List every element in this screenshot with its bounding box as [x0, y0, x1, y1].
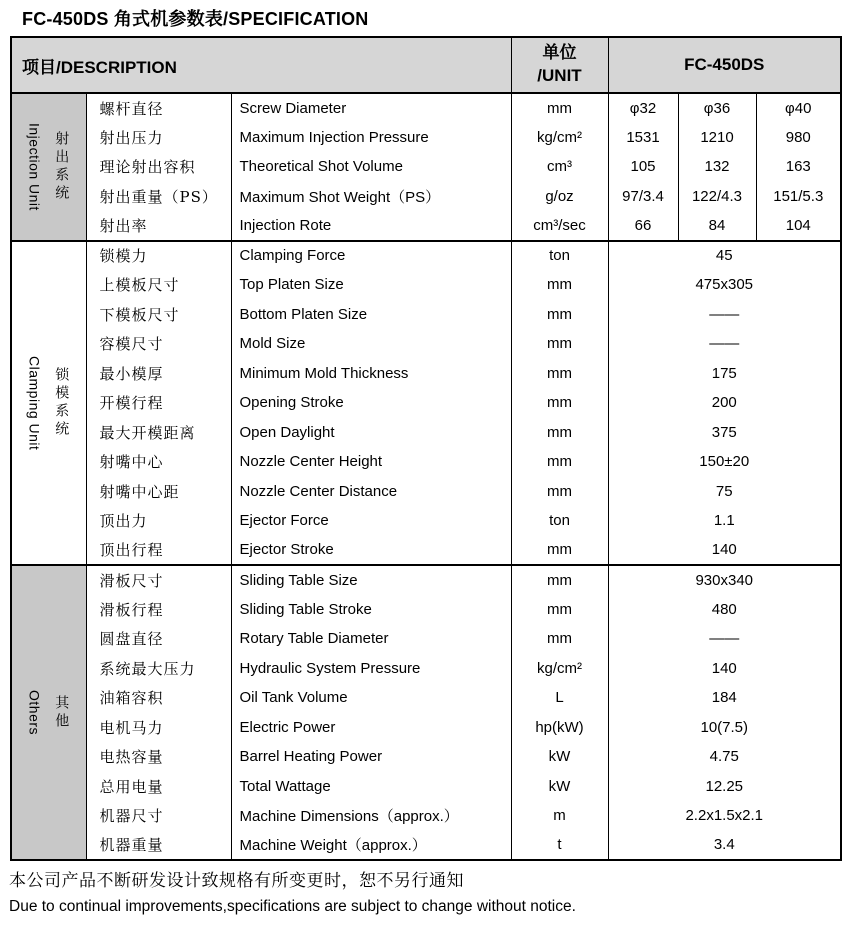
spec-name-zh: 螺杆直径 [86, 93, 231, 123]
spec-name-zh: 射嘴中心 [86, 447, 231, 477]
spec-unit: kW [511, 772, 608, 802]
spec-name-zh: 机器重量 [86, 831, 231, 861]
header-model: FC-450DS [608, 37, 841, 93]
spec-value: 1.1 [608, 506, 841, 536]
spec-unit: kg/cm² [511, 654, 608, 684]
spec-unit: t [511, 831, 608, 861]
table-row [11, 182, 841, 212]
table-row [11, 536, 841, 566]
header-unit-zh: 单位 [542, 43, 577, 63]
specification-table [10, 36, 842, 861]
spec-unit: mm [511, 388, 608, 418]
spec-name-en: Screw Diameter [231, 93, 511, 123]
spec-name-en: Bottom Platen Size [231, 300, 511, 330]
spec-unit: mm [511, 595, 608, 625]
spec-unit: hp(kW) [511, 713, 608, 743]
spec-value: 980 [756, 123, 841, 153]
spec-name-en: Open Daylight [231, 418, 511, 448]
spec-name-zh: 油箱容积 [86, 683, 231, 713]
table-row [11, 359, 841, 389]
spec-unit: mm [511, 536, 608, 566]
spec-unit: mm [511, 93, 608, 123]
footer-note-en: Due to continual improvements,specifications are subject to change without notice. [9, 898, 576, 915]
spec-name-en: Machine Dimensions（approx.） [231, 801, 511, 831]
table-row [11, 772, 841, 802]
table-header [11, 37, 841, 93]
spec-name-en: Top Platen Size [231, 270, 511, 300]
spec-value: 84 [678, 211, 756, 241]
section-label-en: Clamping Unit [26, 355, 43, 450]
spec-value: φ32 [608, 93, 678, 123]
spec-value: 4.75 [608, 742, 841, 772]
spec-name-en: Machine Weight（approx.） [231, 831, 511, 861]
table-row [11, 595, 841, 625]
table-row [11, 93, 841, 123]
spec-name-en: Oil Tank Volume [231, 683, 511, 713]
spec-value: 132 [678, 152, 756, 182]
spec-name-en: Total Wattage [231, 772, 511, 802]
spec-unit: kW [511, 742, 608, 772]
header-description: 项目/DESCRIPTION [11, 37, 511, 93]
spec-value: φ40 [756, 93, 841, 123]
spec-name-en: Ejector Stroke [231, 536, 511, 566]
spec-value: 163 [756, 152, 841, 182]
spec-value: 175 [608, 359, 841, 389]
spec-value: 105 [608, 152, 678, 182]
spec-value: 66 [608, 211, 678, 241]
spec-name-zh: 电机马力 [86, 713, 231, 743]
spec-name-zh: 顶出行程 [86, 536, 231, 566]
section-label-zh: 射出系统 [53, 130, 70, 203]
spec-name-zh: 锁模力 [86, 241, 231, 271]
spec-name-zh: 最大开模距离 [86, 418, 231, 448]
spec-name-en: Sliding Table Size [231, 565, 511, 595]
spec-value: 10(7.5) [608, 713, 841, 743]
spec-value: 930x340 [608, 565, 841, 595]
table-row [11, 211, 841, 241]
spec-unit: L [511, 683, 608, 713]
spec-name-en: Mold Size [231, 329, 511, 359]
spec-name-en: Electric Power [231, 713, 511, 743]
spec-name-zh: 总用电量 [86, 772, 231, 802]
spec-value: 151/5.3 [756, 182, 841, 212]
spec-name-en: Opening Stroke [231, 388, 511, 418]
spec-value: 45 [608, 241, 841, 271]
section-label-injection-unit [11, 93, 86, 241]
spec-unit: mm [511, 270, 608, 300]
spec-name-zh: 射出重量（PS） [86, 182, 231, 212]
spec-unit: cm³/sec [511, 211, 608, 241]
footer-note-zh: 本公司产品不断研发设计致规格有所变更时，恕不另行通知 [9, 871, 464, 891]
spec-value: 375 [608, 418, 841, 448]
spec-value: 140 [608, 536, 841, 566]
page-title: FC-450DS 角式机参数表/SPECIFICATION [22, 9, 369, 29]
table-row [11, 388, 841, 418]
spec-name-en: Clamping Force [231, 241, 511, 271]
spec-value: 12.25 [608, 772, 841, 802]
spec-name-en: Minimum Mold Thickness [231, 359, 511, 389]
spec-name-zh: 顶出力 [86, 506, 231, 536]
table-row [11, 270, 841, 300]
spec-value: φ36 [678, 93, 756, 123]
spec-unit: ton [511, 506, 608, 536]
header-unit-en: /UNIT [537, 66, 582, 85]
spec-unit: mm [511, 329, 608, 359]
spec-value: 104 [756, 211, 841, 241]
table-row [11, 506, 841, 536]
spec-name-en: Theoretical Shot Volume [231, 152, 511, 182]
table-header-row [11, 37, 841, 93]
table-row [11, 418, 841, 448]
spec-name-zh: 射出率 [86, 211, 231, 241]
spec-value: —— [608, 329, 841, 359]
spec-name-en: Sliding Table Stroke [231, 595, 511, 625]
spec-unit: mm [511, 624, 608, 654]
spec-name-zh: 系统最大压力 [86, 654, 231, 684]
spec-unit: m [511, 801, 608, 831]
spec-name-zh: 滑板行程 [86, 595, 231, 625]
spec-value: 122/4.3 [678, 182, 756, 212]
spec-unit: mm [511, 418, 608, 448]
section-clamping-unit [11, 241, 841, 566]
table-row [11, 300, 841, 330]
spec-name-zh: 射出压力 [86, 123, 231, 153]
spec-value: 97/3.4 [608, 182, 678, 212]
section-others [11, 565, 841, 860]
table-row [11, 742, 841, 772]
table-row [11, 565, 841, 595]
spec-unit: mm [511, 359, 608, 389]
spec-name-zh: 下模板尺寸 [86, 300, 231, 330]
section-label-others [11, 565, 86, 860]
spec-name-zh: 上模板尺寸 [86, 270, 231, 300]
spec-name-en: Ejector Force [231, 506, 511, 536]
spec-unit: mm [511, 477, 608, 507]
spec-name-zh: 圆盘直径 [86, 624, 231, 654]
table-row [11, 624, 841, 654]
spec-name-en: Hydraulic System Pressure [231, 654, 511, 684]
spec-value: 2.2x1.5x2.1 [608, 801, 841, 831]
spec-value: 3.4 [608, 831, 841, 861]
spec-name-en: Injection Rote [231, 211, 511, 241]
spec-name-zh: 理论射出容积 [86, 152, 231, 182]
section-label-clamping-unit [11, 241, 86, 566]
header-unit [511, 37, 608, 93]
spec-value: 184 [608, 683, 841, 713]
spec-unit: kg/cm² [511, 123, 608, 153]
section-label-zh: 锁模系统 [53, 366, 70, 439]
spec-unit: ton [511, 241, 608, 271]
spec-name-zh: 电热容量 [86, 742, 231, 772]
spec-unit: cm³ [511, 152, 608, 182]
spec-name-zh: 容模尺寸 [86, 329, 231, 359]
spec-value: —— [608, 624, 841, 654]
table-row [11, 683, 841, 713]
section-label-zh: 其他 [53, 694, 70, 731]
spec-unit: mm [511, 565, 608, 595]
spec-value: 480 [608, 595, 841, 625]
spec-value: 1531 [608, 123, 678, 153]
spec-name-zh: 开模行程 [86, 388, 231, 418]
spec-value: —— [608, 300, 841, 330]
table-row [11, 152, 841, 182]
spec-unit: mm [511, 447, 608, 477]
section-injection-unit [11, 93, 841, 241]
section-label-en: Injection Unit [26, 122, 43, 211]
table-row [11, 801, 841, 831]
table-row [11, 831, 841, 861]
spec-value: 150±20 [608, 447, 841, 477]
spec-value: 475x305 [608, 270, 841, 300]
spec-name-en: Nozzle Center Distance [231, 477, 511, 507]
spec-name-en: Maximum Injection Pressure [231, 123, 511, 153]
spec-value: 140 [608, 654, 841, 684]
table-row [11, 329, 841, 359]
spec-name-en: Maximum Shot Weight（PS） [231, 182, 511, 212]
spec-value: 200 [608, 388, 841, 418]
spec-name-en: Nozzle Center Height [231, 447, 511, 477]
table-row [11, 477, 841, 507]
table-row [11, 447, 841, 477]
table-row [11, 713, 841, 743]
spec-name-en: Barrel Heating Power [231, 742, 511, 772]
spec-value: 1210 [678, 123, 756, 153]
table-row [11, 123, 841, 153]
spec-name-zh: 滑板尺寸 [86, 565, 231, 595]
spec-name-en: Rotary Table Diameter [231, 624, 511, 654]
spec-name-zh: 机器尺寸 [86, 801, 231, 831]
spec-name-zh: 射嘴中心距 [86, 477, 231, 507]
spec-unit: g/oz [511, 182, 608, 212]
spec-unit: mm [511, 300, 608, 330]
table-row [11, 654, 841, 684]
spec-name-zh: 最小模厚 [86, 359, 231, 389]
table-row [11, 241, 841, 271]
spec-value: 75 [608, 477, 841, 507]
section-label-en: Others [26, 689, 43, 735]
